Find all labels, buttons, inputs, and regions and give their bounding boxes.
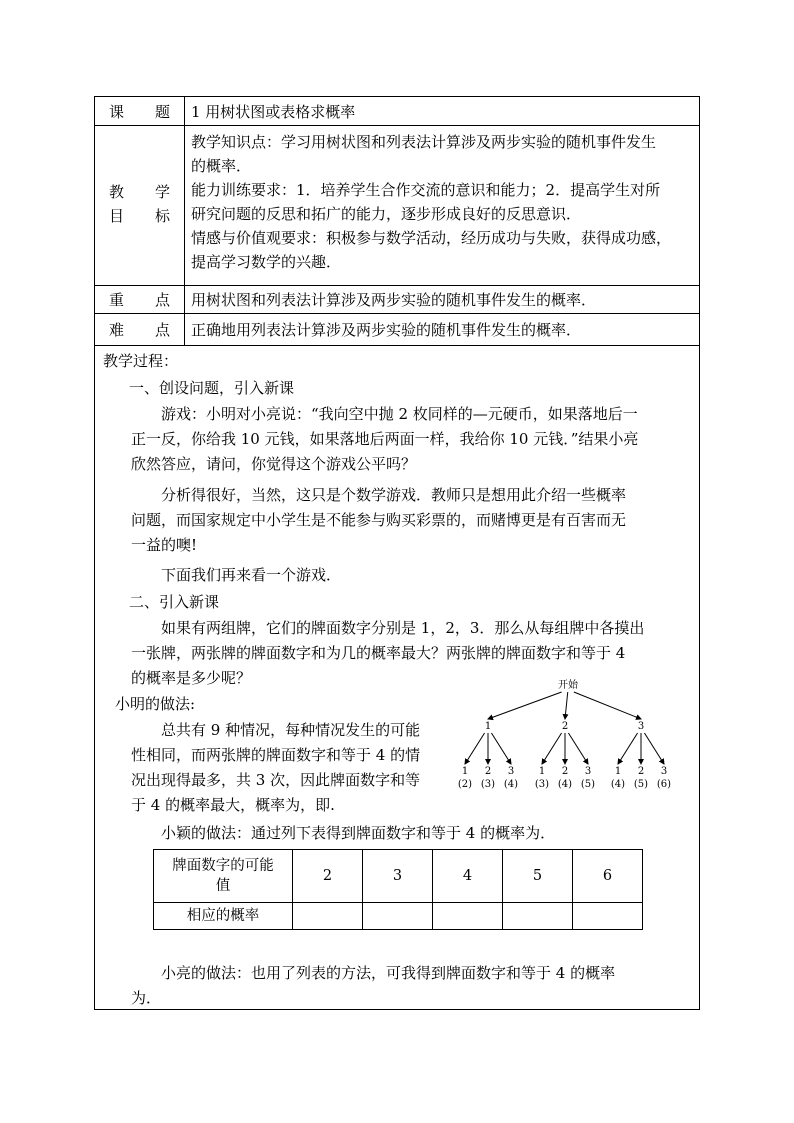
table-cell <box>433 903 503 930</box>
tree-sum-label: (3) <box>534 779 550 790</box>
tree-edge <box>465 733 485 764</box>
tree-second-node: 3 <box>507 766 515 777</box>
key-point-label-a: 重 <box>109 291 125 309</box>
xiaoliang-line: 小亮的做法：也用了列表的方法，可我得到牌面数字和等于 4 的概率 <box>161 964 616 982</box>
table-header-cell: 相应的概率 <box>154 903 293 930</box>
table-cell: 2 <box>293 850 363 903</box>
tree-edge <box>618 733 638 764</box>
table-header-cell <box>154 850 293 903</box>
column-divider <box>184 97 185 345</box>
tree-root-label: 开始 <box>558 680 578 691</box>
analysis-line: 分析得很好，当然，这只是个数学游戏．教师只是想用此介绍一些概率 <box>161 486 627 504</box>
difficulty-label-b: 点 <box>154 321 170 339</box>
table-cell: 3 <box>363 850 433 903</box>
tree-second-node: 3 <box>584 766 592 777</box>
problem-line: 的概率是多少呢？ <box>131 669 252 687</box>
goals-content <box>191 130 696 274</box>
row-divider <box>95 345 699 346</box>
tree-sum-label: (2) <box>457 779 473 790</box>
table-cell <box>293 903 363 930</box>
tree-second-node: 2 <box>561 766 569 777</box>
tree-edge <box>574 692 641 719</box>
goals-line: 提高学习数学的兴趣． <box>191 253 342 271</box>
key-point-label <box>95 288 184 312</box>
tree-sum-label: (5) <box>633 779 649 790</box>
xiaoming-line: 于 4 的概率最大，概率为，即. <box>131 796 335 814</box>
key-point-label-b: 点 <box>154 291 170 309</box>
tree-second-node: 2 <box>484 766 492 777</box>
table-row <box>154 903 643 930</box>
xiaoliang-line: 为． <box>131 989 162 1007</box>
row-divider <box>95 125 699 126</box>
goals-line: 情感与价值观要求：积极参与数学活动，经历成功与失败，获得成功感， <box>191 229 672 247</box>
xiaoming-line: 性相同，而两张牌的牌面数字和等于 4 的情 <box>131 746 421 764</box>
game-text-line: 正一反，你给我 10 元钱，如果落地后两面一样，我给你 10 元钱．”结果小亮 <box>131 430 639 448</box>
goals-line: 能力训练要求：1．培养学生合作交流的意识和能力；2．提高学生对所 <box>191 181 661 199</box>
analysis-line: 一益的噢! <box>131 536 198 554</box>
topic-label-a: 课 <box>109 103 125 121</box>
section-two-heading: 二、引入新课 <box>129 593 220 611</box>
problem-line: 如果有两组牌，它们的牌面数字分别是 1，2，3．那么从每组牌中各摸出 <box>161 619 645 637</box>
goals-line: 教学知识点：学习用树状图和列表法计算涉及两步实验的随机事件发生 <box>191 133 657 151</box>
table-cell <box>363 903 433 930</box>
topic-label-b: 题 <box>154 103 170 121</box>
tree-diagram <box>455 679 675 799</box>
difficulty-label <box>95 318 184 342</box>
table-header-line: 值 <box>215 878 231 894</box>
goals-label-char: 教 <box>109 183 125 201</box>
table-row <box>154 850 643 903</box>
game-text-line: 欣然答应，请问，你觉得这个游戏公平吗？ <box>131 455 417 473</box>
tree-sum-label: (4) <box>610 779 626 790</box>
tree-sum-label: (4) <box>503 779 519 790</box>
goals-line: 的概率． <box>191 157 252 175</box>
xiaoming-title: 小明的做法: <box>115 695 196 713</box>
tree-edge <box>568 733 588 764</box>
game-text-line: 游戏：小明对小亮说：“我向空中抛 2 枚同样的—元硬币，如果落地后一 <box>161 405 638 423</box>
goals-line: 研究问题的反思和拓广的能力，逐步形成良好的反思意识． <box>191 205 582 223</box>
tree-second-node: 3 <box>660 766 668 777</box>
next-game-line: 下面我们再来看一个游戏． <box>161 566 342 584</box>
difficulty-label-a: 难 <box>109 321 125 339</box>
goals-label <box>95 180 184 228</box>
topic-value: 1 用树状图或表格求概率 <box>191 103 356 121</box>
tree-edge <box>565 692 568 719</box>
goals-label-char: 目 <box>109 207 125 225</box>
row-divider <box>95 285 699 286</box>
table-header-line: 牌面数字的可能 <box>172 858 274 874</box>
tree-edge <box>542 733 562 764</box>
analysis-line: 问题，而国家规定中小学生是不能参与购买彩票的，而赌博更是有百害而无 <box>131 511 627 529</box>
tree-second-node: 1 <box>538 766 546 777</box>
xiaoming-line: 总共有 9 种情况，每种情况发生的可能 <box>161 721 421 739</box>
lesson-plan-table <box>94 96 700 1010</box>
tree-first-node: 3 <box>637 721 645 732</box>
tree-sum-label: (3) <box>480 779 496 790</box>
tree-first-node: 2 <box>561 721 569 732</box>
section-one-heading: 一、创设问题，引入新课 <box>129 379 295 397</box>
difficulty-value: 正确地用列表法计算涉及两步实验的随机事件发生的概率． <box>191 321 582 339</box>
row-divider <box>95 313 699 314</box>
tree-second-node: 1 <box>461 766 469 777</box>
table-cell: 5 <box>503 850 573 903</box>
table-cell <box>573 903 643 930</box>
goals-label-char: 学 <box>154 183 170 201</box>
tree-sum-label: (4) <box>557 779 573 790</box>
goals-label-char: 标 <box>154 207 170 225</box>
process-heading: 教学过程： <box>103 352 179 370</box>
tree-second-node: 2 <box>637 766 645 777</box>
table-cell <box>503 903 573 930</box>
tree-edge <box>644 733 664 764</box>
tree-first-node: 1 <box>484 721 492 732</box>
xiaoming-line: 况出现得最多，共 3 次，因此牌面数字和等 <box>131 771 421 789</box>
xiaoying-line: 小颖的做法：通过列下表得到牌面数字和等于 4 的概率为． <box>161 824 556 842</box>
probability-table <box>153 849 643 930</box>
problem-line: 一张牌，两张牌的牌面数字和为几的概率最大？两张牌的牌面数字和等于 4 <box>131 644 626 662</box>
key-point-value: 用树状图和列表法计算涉及两步实验的随机事件发生的概率． <box>191 291 597 309</box>
tree-edge <box>488 692 562 719</box>
tree-sum-label: (6) <box>656 779 672 790</box>
table-cell: 6 <box>573 850 643 903</box>
topic-label <box>95 100 184 124</box>
tree-sum-label: (5) <box>580 779 596 790</box>
tree-edge <box>491 733 511 764</box>
table-cell: 4 <box>433 850 503 903</box>
tree-second-node: 1 <box>614 766 622 777</box>
